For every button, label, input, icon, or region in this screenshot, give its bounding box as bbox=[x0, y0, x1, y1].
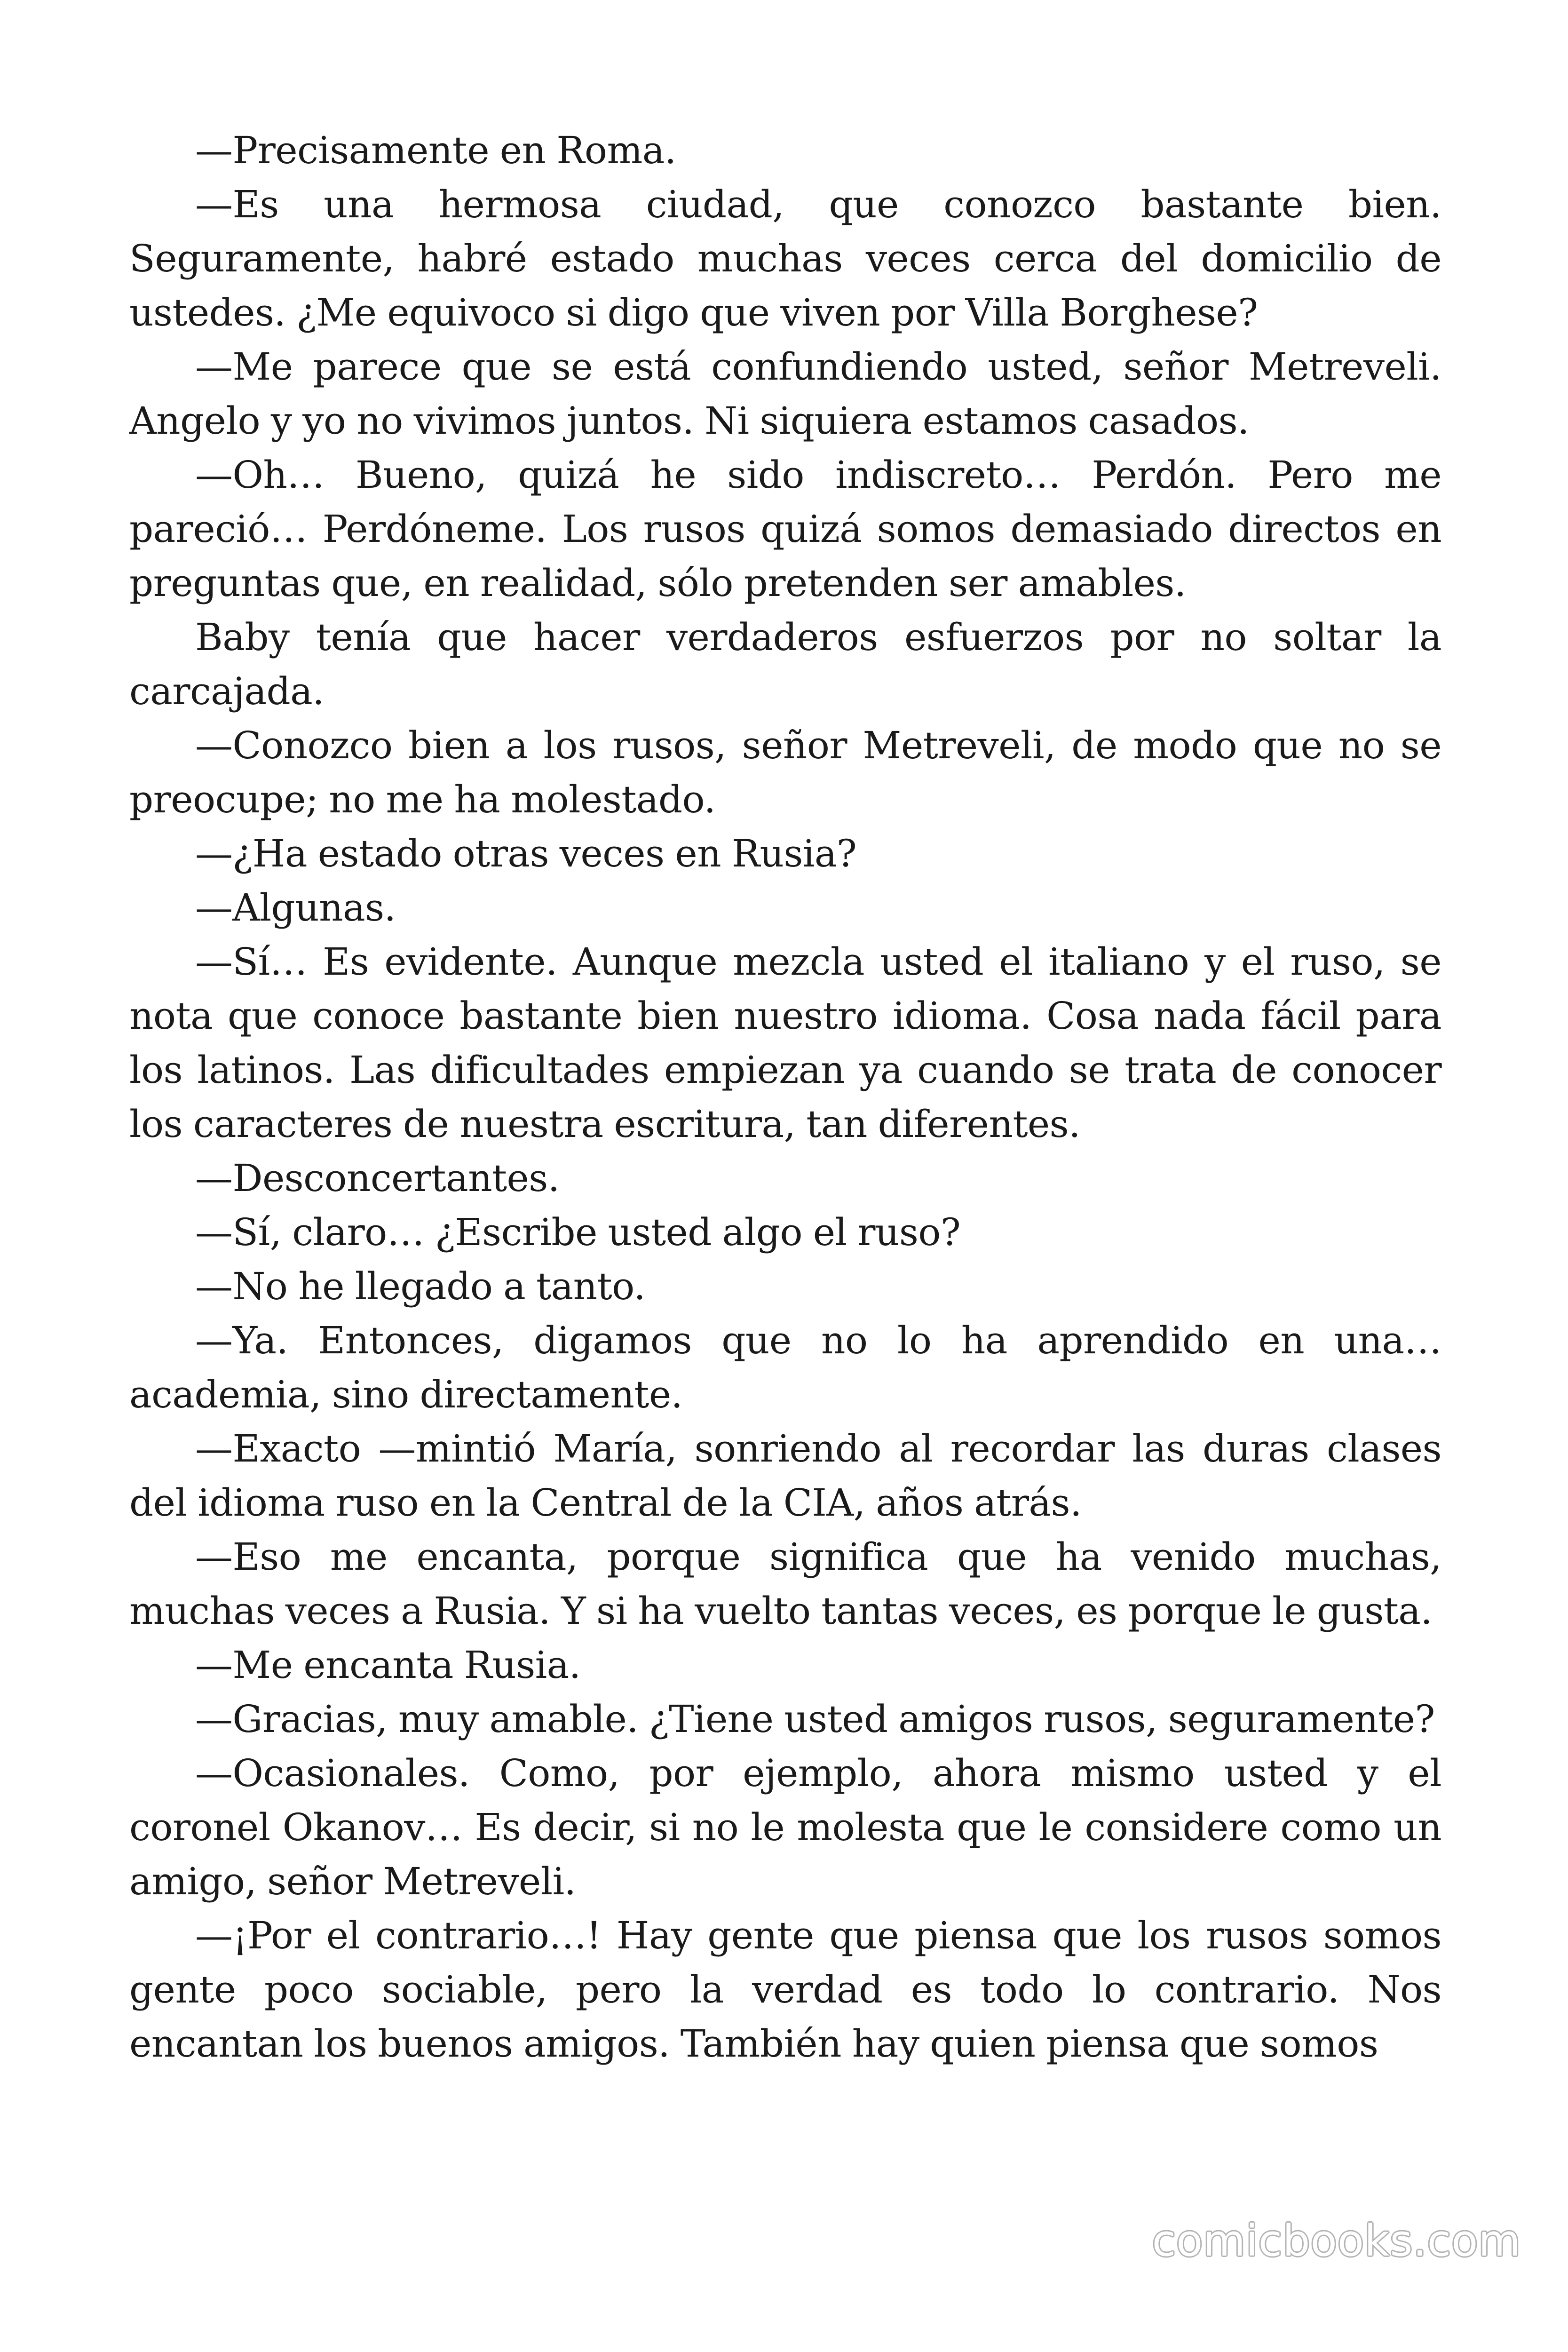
paragraph: —Gracias, muy amable. ¿Tiene usted amigos rusos, seguramente? bbox=[195, 1697, 1435, 1741]
paragraph: —Desconcertantes. bbox=[195, 1156, 560, 1200]
paragraph: —Oh… Bueno, quizá he sido indiscreto… Perdón. Pero me pareció… Perdóneme. Los rusos quizá somos demasiado directos en preguntas que, en realidad, sólo pretenden ser amables. bbox=[129, 453, 1441, 605]
paragraph: —Exacto —mintió María, sonriendo al recordar las duras clases del idioma ruso en la Central de la CIA, años atrás. bbox=[129, 1427, 1441, 1525]
paragraph: —Sí, claro… ¿Escribe usted algo el ruso? bbox=[195, 1210, 961, 1254]
paragraph: —Me parece que se está confundiendo usted, señor Metreveli. Angelo y yo no vivimos juntos. Ni siquiera estamos casados. bbox=[129, 345, 1441, 443]
book-page-text bbox=[129, 123, 1441, 2071]
paragraph: —Sí… Es evidente. Aunque mezcla usted el italiano y el ruso, se nota que conoce bastante bien nuestro idioma. Cosa nada fácil para los latinos. Las dificultades empiezan ya cuando se trata de conocer los caracteres de nuestra escritura, tan diferentes. bbox=[129, 940, 1441, 1146]
watermark-logo: comicbooks.com bbox=[1152, 2216, 1521, 2266]
paragraph: —Conozco bien a los rusos, señor Metreveli, de modo que no se preocupe; no me ha molestado. bbox=[129, 723, 1441, 821]
paragraph: —No he llegado a tanto. bbox=[195, 1264, 646, 1308]
paragraph: Baby tenía que hacer verdaderos esfuerzos por no soltar la carcajada. bbox=[129, 615, 1441, 713]
paragraph: —Es una hermosa ciudad, que conozco bastante bien. Seguramente, habré estado muchas veces cerca del domicilio de ustedes. ¿Me equivoco si digo que viven por Villa Borghese? bbox=[129, 183, 1441, 334]
paragraph: —Ocasionales. Como, por ejemplo, ahora mismo usted y el coronel Okanov… Es decir, si no le molesta que le considere como un amigo, señor Metreveli. bbox=[129, 1751, 1441, 1903]
paragraph: —Me encanta Rusia. bbox=[195, 1643, 581, 1687]
paragraph: —Eso me encanta, porque significa que ha venido muchas, muchas veces a Rusia. Y si ha vuelto tantas veces, es porque le gusta. bbox=[129, 1535, 1441, 1633]
paragraph: —Ya. Entonces, digamos que no lo ha aprendido en una… academia, sino directamente. bbox=[129, 1319, 1441, 1416]
paragraph: —Precisamente en Roma. bbox=[195, 128, 676, 172]
paragraph: —Algunas. bbox=[195, 886, 396, 930]
paragraph: —¿Ha estado otras veces en Rusia? bbox=[195, 832, 857, 875]
paragraph: —¡Por el contrario…! Hay gente que piensa que los rusos somos gente poco sociable, pero la verdad es todo lo contrario. Nos encantan los buenos amigos. También hay quien piensa que somos bbox=[129, 1914, 1441, 2066]
